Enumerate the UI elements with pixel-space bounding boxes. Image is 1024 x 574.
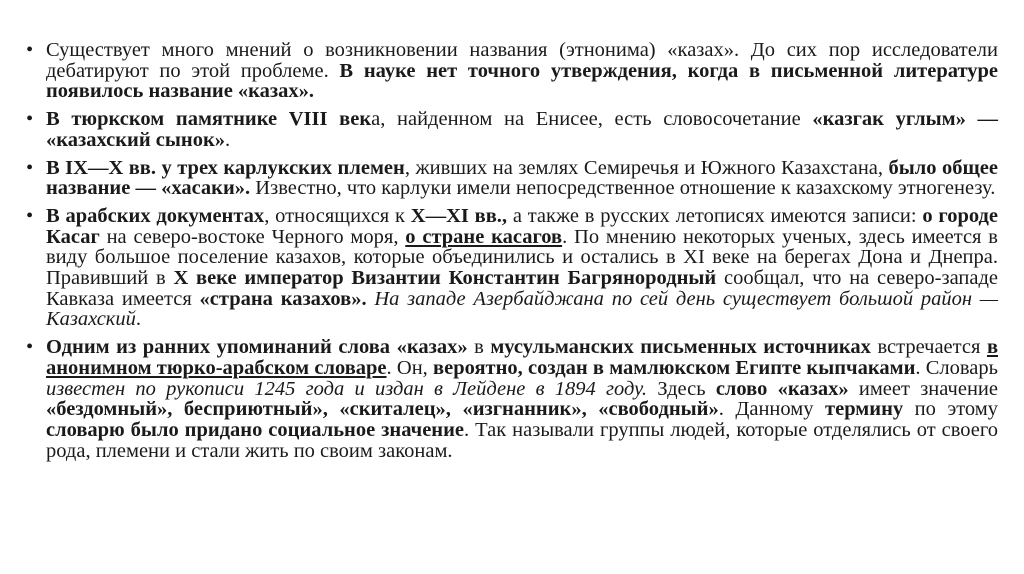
bold-text-run: «казгак углым» — «казахский сынок» bbox=[46, 108, 998, 151]
italic-text-run: известен по рукописи 1245 года и издан в Лейдене в 1894 году. bbox=[46, 377, 648, 400]
bullet-item bbox=[26, 109, 998, 150]
bold-text-run: слово «казах» bbox=[715, 377, 849, 400]
bullet-item bbox=[26, 40, 998, 102]
text-run: , относящихся к bbox=[264, 204, 411, 227]
text-run: . Данному bbox=[718, 398, 826, 421]
bullet-item bbox=[26, 206, 998, 330]
bold-text-run: В арабских документах bbox=[46, 204, 265, 227]
bold-text-run: «бездомный», бесприютный», «скиталец», «изгнанник», «свободный» bbox=[46, 398, 719, 421]
bullet-item bbox=[26, 158, 998, 199]
text-run: а, найденном на Енисее, есть словосочетание bbox=[371, 108, 813, 131]
bullet-dot-icon: • bbox=[26, 108, 34, 131]
text-run: . bbox=[135, 308, 142, 331]
italic-text-run: На западе Азербайджана по сей день существует большой район — Казахский bbox=[46, 287, 998, 331]
text-run: . bbox=[225, 128, 231, 151]
bold-underlined-text-run: в анонимном тюрко-арабском словаре bbox=[46, 336, 999, 379]
bold-text-run: X веке император Византии Константин Багрянородный bbox=[173, 267, 717, 290]
text-run: а также в русских летописях имеются записи: bbox=[507, 204, 923, 227]
text-run: по этому bbox=[903, 398, 999, 421]
text-run: . Так называли группы людей, которые отделялись от своего рода, племени и стали жить по своим законам. bbox=[46, 418, 998, 462]
bold-text-run: X—XI вв., bbox=[410, 204, 508, 227]
text-run: сообщал, что на северо-западе Кавказа имеется bbox=[46, 267, 999, 310]
bold-text-run: мусульманских письменных источниках bbox=[490, 336, 871, 359]
bullet-dot-icon: • bbox=[26, 336, 34, 359]
bullet-text bbox=[46, 157, 998, 200]
text-run: имеет значение bbox=[848, 377, 998, 400]
bullet-dot-icon: • bbox=[26, 204, 34, 227]
bold-text-run: было общее название — «хасаки». bbox=[46, 156, 998, 200]
bullet-text bbox=[46, 205, 998, 331]
text-run: , живших на землях Семиречья и Южного Казахстана, bbox=[404, 156, 889, 179]
bold-text-run: словарю было придано социальное значение bbox=[46, 418, 465, 441]
bullet-text bbox=[46, 336, 998, 462]
text-run: . Он, bbox=[386, 356, 434, 379]
text-run: Существует много мнений о возникновении названия (этнонима) «казах». До сих пор исследователи дебатируют по этой проблеме. bbox=[46, 39, 998, 82]
bold-text-run: В науке нет точного утверждения, когда в письменной литературе появилось название «казах». bbox=[46, 59, 998, 103]
bullet-item bbox=[26, 337, 998, 461]
text-run: Известно, что карлуки имели непосредственное отношение к казахскому этногенезу. bbox=[250, 177, 996, 200]
bullet-list bbox=[26, 40, 998, 468]
bullet-text bbox=[46, 39, 998, 102]
bullet-dot-icon: • bbox=[26, 39, 34, 61]
bold-text-run: термину bbox=[825, 398, 904, 421]
bullet-text bbox=[46, 108, 998, 151]
bold-text-run: о городе Касаг bbox=[46, 204, 999, 248]
text-run: Здесь bbox=[647, 377, 716, 400]
text-run: на северо-востоке Черного моря, bbox=[99, 225, 406, 248]
bold-text-run: Одним из ранних упоминаний слова «казах» bbox=[46, 336, 468, 359]
text-run: встречается bbox=[870, 336, 987, 359]
text-run: в bbox=[467, 336, 491, 359]
bold-text-run: вероятно, создан в мамлюкском Египте кыпчаками bbox=[433, 356, 916, 379]
bold-text-run: «страна казахов». bbox=[199, 287, 367, 310]
text-run: . Словарь bbox=[915, 356, 999, 379]
bold-text-run: В IX—X вв. у трех карлукских племен bbox=[46, 156, 405, 179]
text-run: . По мнению некоторых ученых, здесь имеется в виду большое поселение казахов, которые объединились и остались в XI веке на берегах Дона и Днепра. Правивший в bbox=[46, 225, 998, 290]
bold-text-run: В тюркском памятнике VIII век bbox=[46, 108, 372, 131]
bold-underlined-text-run: о стране касагов bbox=[405, 225, 563, 248]
bullet-dot-icon: • bbox=[26, 156, 34, 179]
